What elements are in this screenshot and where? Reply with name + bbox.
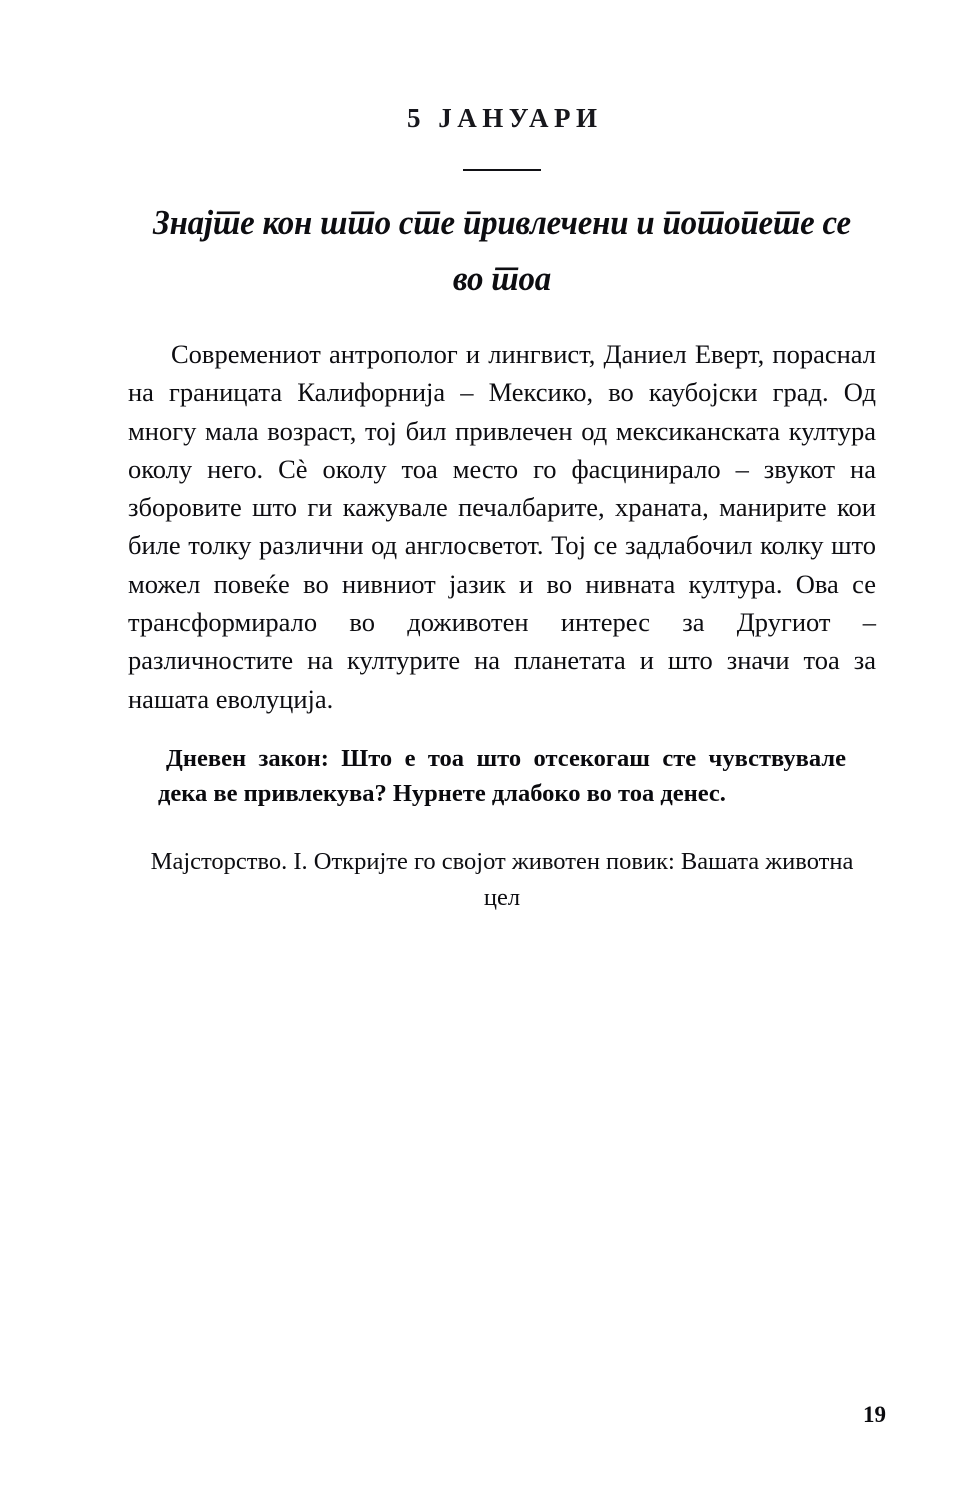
source-citation: Мајсторство. I. Откријте го својот животен повик: Вашата животна цел <box>150 848 854 911</box>
page-content <box>128 0 876 915</box>
divider <box>128 167 876 171</box>
page-title: 5 ЈАНУАРИ <box>407 103 603 133</box>
daily-law-block: Дневен закон: Што е тоа што отсекогаш сте чувствувале дека ве привлекува? Нурнете длабоко во тоа денес. <box>158 744 846 807</box>
entry-title: Знајте кон што сте привлечени и потопете се во тоа <box>153 202 851 299</box>
page-number: 19 <box>863 1402 886 1427</box>
divider-rule <box>463 169 541 171</box>
entry-body-paragraph: Современиот антрополог и лингвист, Даниел Еверт, пораснал на границата Калифорнија – Мексико, во каубојски град. Од многу мала возраст, тој бил привлечен од мексиканската култура околу него. Сѐ околу тоа место го фасцинирало – звукот на зборовите што ги кажувале печалбарите, храната, манирите кои биле толку различни од англосветот. Тој се задлабочил колку што можел повеќе во нивниот јазик и во нивната култура. Ова се трансформирало во доживотен интерес за Другиот – различностите на културите на планетата и што значи тоа за нашата еволуција. <box>128 339 876 714</box>
